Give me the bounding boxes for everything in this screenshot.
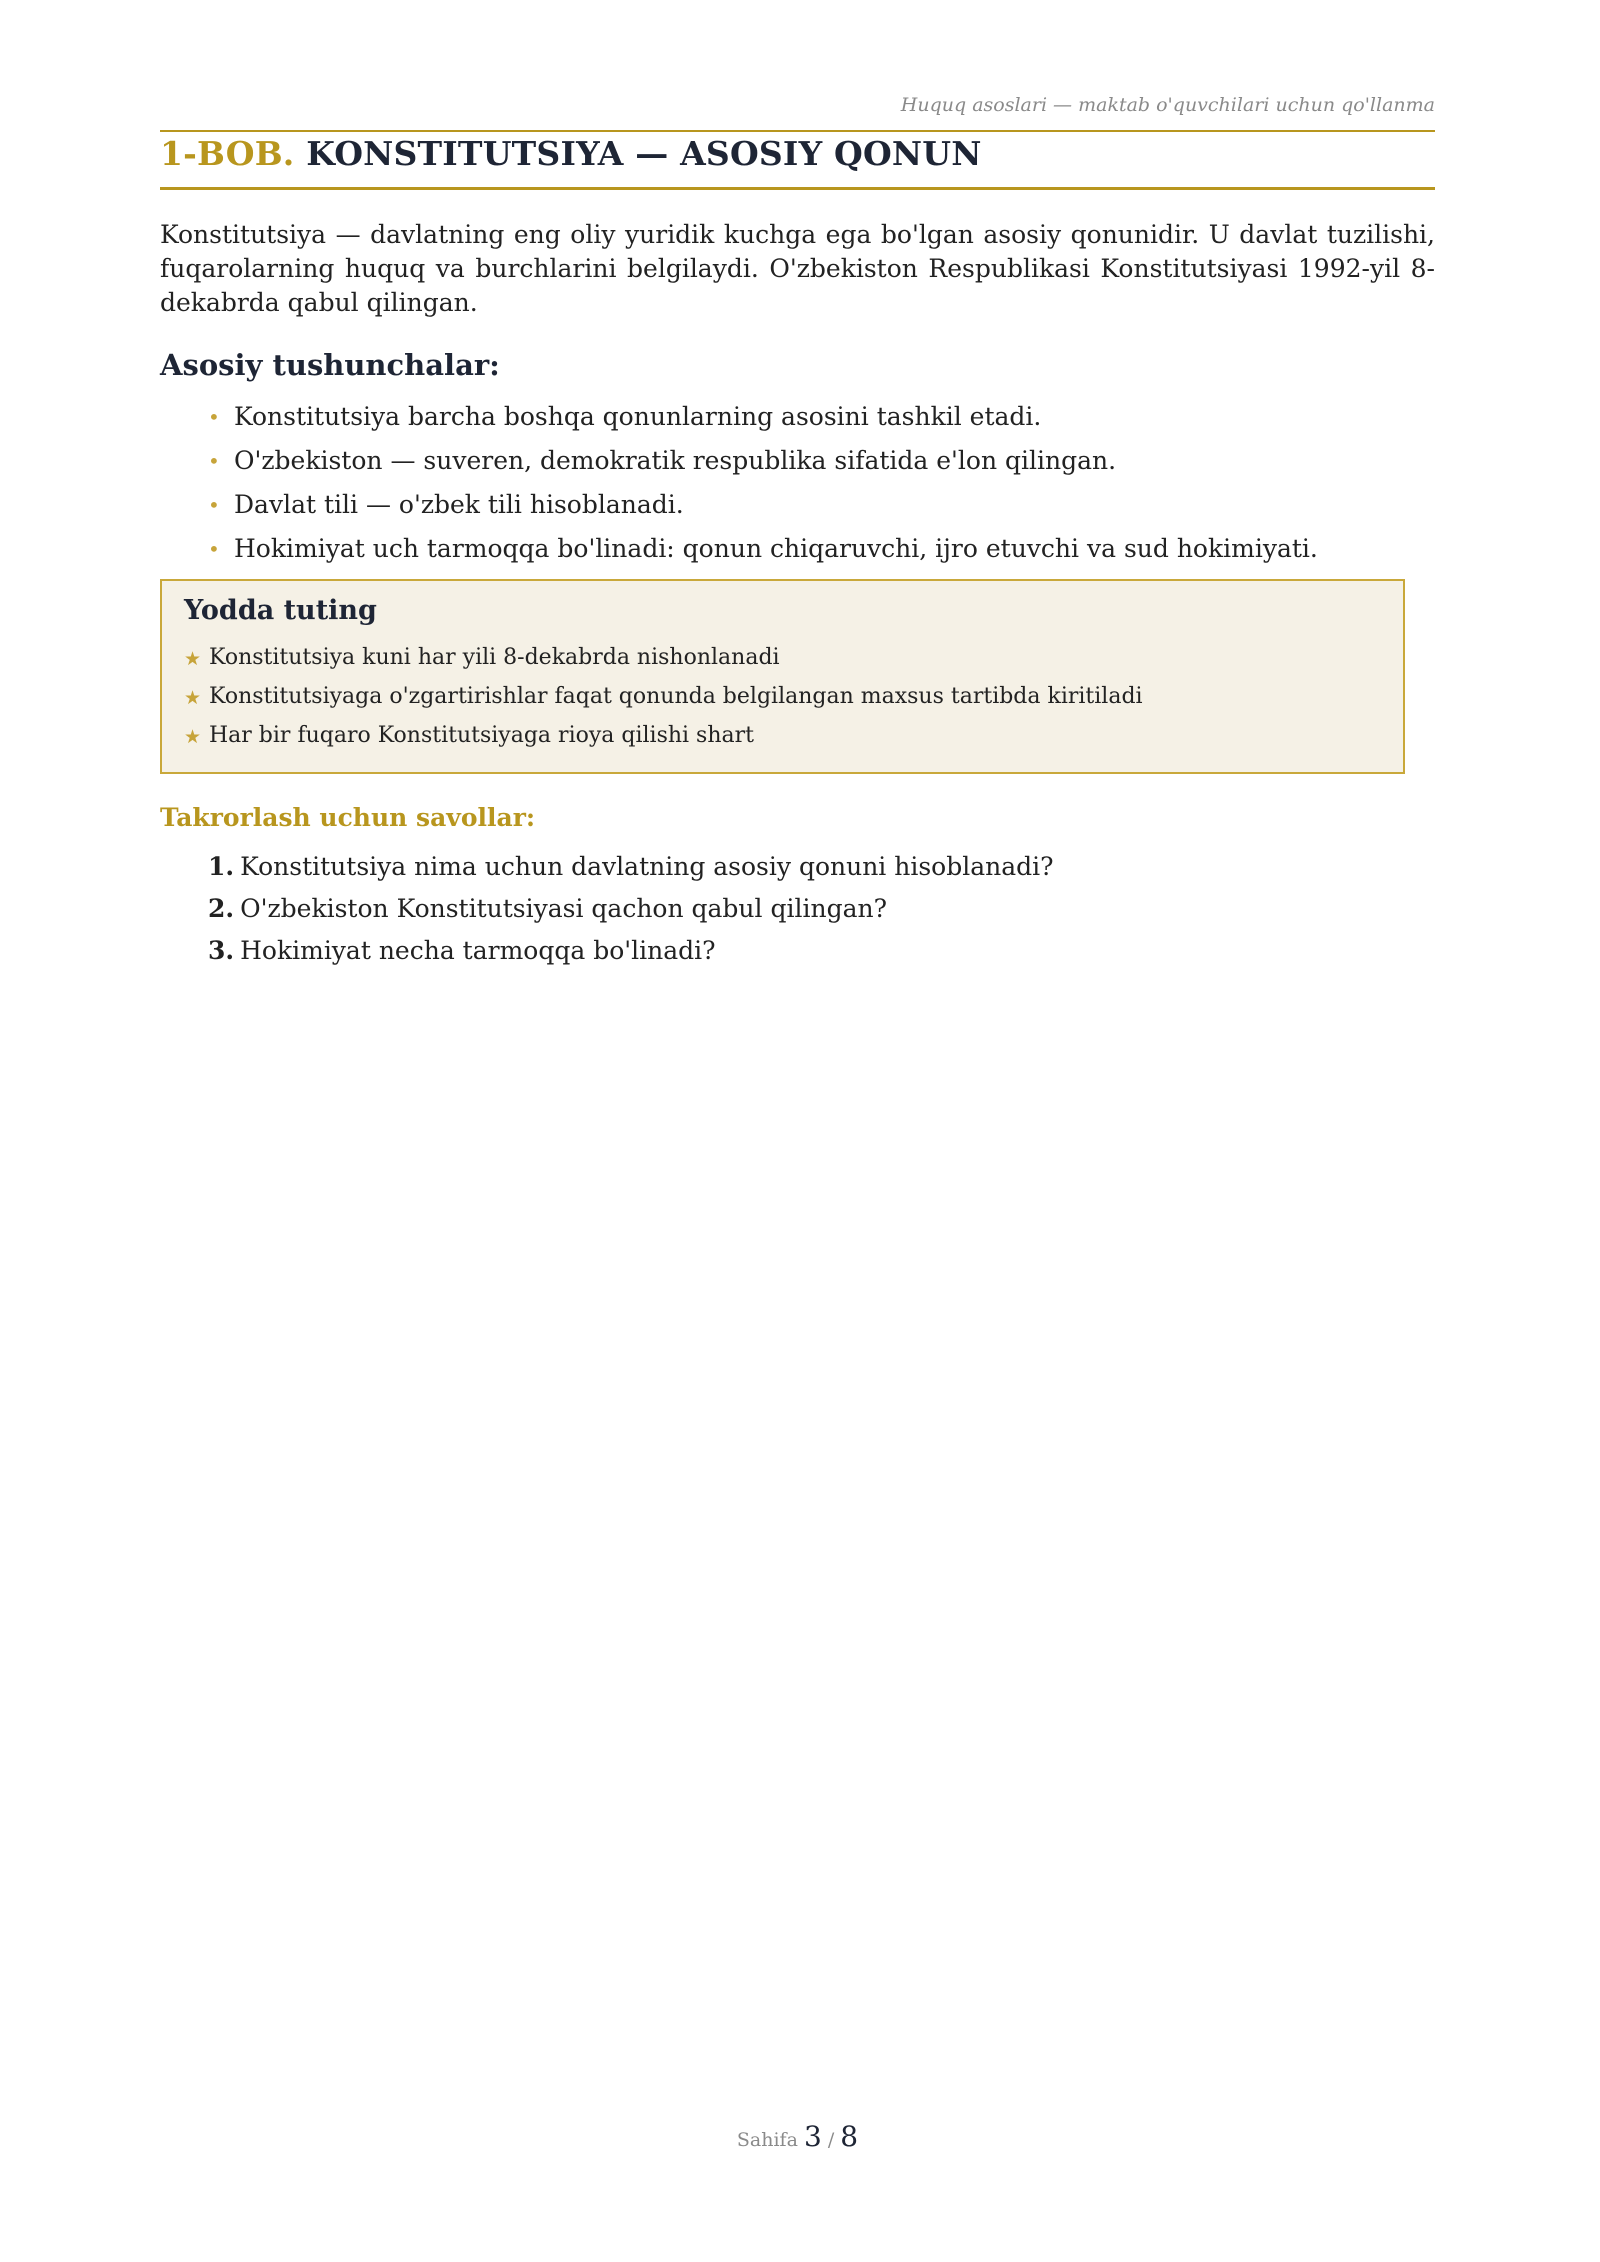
total-pages: 8 — [840, 2120, 859, 2153]
question-number: 1. — [208, 852, 235, 881]
header-divider — [160, 130, 1435, 132]
list-item — [184, 643, 1143, 682]
review-questions — [208, 850, 1054, 976]
list-item — [208, 488, 1318, 532]
question-item — [208, 892, 1054, 934]
chapter-title-text: KONSTITUTSIYA — ASOSIY QONUN — [306, 134, 982, 173]
chapter-title — [160, 134, 982, 173]
running-header: Huquq asoslari — maktab o'quvchilari uchun qo'llanma — [900, 94, 1435, 116]
list-item-text: O'zbekiston — suveren, demokratik respublika sifatida e'lon qilingan. — [234, 446, 1117, 475]
page-separator: / — [827, 2129, 835, 2151]
list-item-text: Konstitutsiyaga o'zgartirishlar faqat qonunda belgilangan maxsus tartibda kiritiladi — [209, 684, 1143, 709]
question-text: O'zbekiston Konstitutsiyasi qachon qabul qilingan? — [240, 894, 887, 923]
list-item — [208, 400, 1318, 444]
question-number: 2. — [208, 894, 235, 923]
question-number: 3. — [208, 936, 235, 965]
remember-list — [184, 643, 1143, 760]
current-page: 3 — [803, 2120, 822, 2153]
page-label: Sahifa — [736, 2129, 798, 2151]
list-item-text: Har bir fuqaro Konstitutsiyaga rioya qilishi shart — [209, 723, 754, 748]
remember-box — [160, 579, 1405, 774]
bullet-icon: • — [208, 449, 220, 473]
concepts-heading: Asosiy tushunchalar: — [160, 348, 500, 382]
list-item-text: Hokimiyat uch tarmoqqa bo'linadi: qonun chiqaruvchi, ijro etuvchi va sud hokimiyati. — [234, 534, 1318, 563]
question-text: Hokimiyat necha tarmoqqa bo'linadi? — [240, 936, 716, 965]
review-heading: Takrorlash uchun savollar: — [160, 803, 536, 832]
list-item — [208, 444, 1318, 488]
intro-paragraph: Konstitutsiya — davlatning eng oliy yuridik kuchga ega bo'lgan asosiy qonunidir. U davlat tuzilishi, fuqarolarning huquq va burchlarini belgilaydi. O'zbekiston Respublikasi Konstitutsiyasi 1992-yil 8-dekabrda qabul qilingan. — [160, 220, 1435, 317]
list-item — [208, 532, 1318, 576]
star-icon: ★ — [184, 726, 202, 748]
page-footer — [160, 2120, 1435, 2153]
remember-title: Yodda tuting — [184, 595, 377, 626]
chapter-number: 1-BOB. — [160, 134, 295, 173]
question-item — [208, 934, 1054, 976]
list-item-text: Konstitutsiya barcha boshqa qonunlarning asosini tashkil etadi. — [234, 402, 1042, 431]
list-item-text: Davlat tili — o'zbek tili hisoblanadi. — [234, 490, 684, 519]
list-item — [184, 721, 1143, 760]
concepts-list — [208, 400, 1318, 576]
list-item-text: Konstitutsiya kuni har yili 8-dekabrda nishonlanadi — [209, 645, 780, 670]
question-item — [208, 850, 1054, 892]
document-page — [160, 0, 1435, 2262]
bullet-icon: • — [208, 405, 220, 429]
bullet-icon: • — [208, 493, 220, 517]
question-text: Konstitutsiya nima uchun davlatning asosiy qonuni hisoblanadi? — [240, 852, 1054, 881]
bullet-icon: • — [208, 537, 220, 561]
star-icon: ★ — [184, 648, 202, 670]
list-item — [184, 682, 1143, 721]
title-divider — [160, 187, 1435, 190]
star-icon: ★ — [184, 687, 202, 709]
